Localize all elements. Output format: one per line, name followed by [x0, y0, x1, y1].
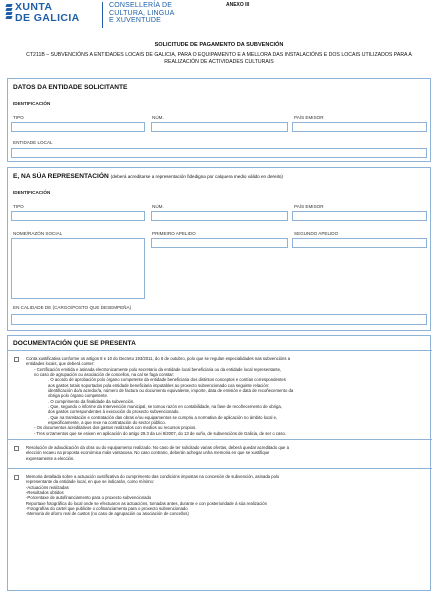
page-header	[6, 2, 432, 30]
applicant-country-label: PAÍS EMISOR	[294, 115, 324, 120]
department-name	[109, 2, 175, 25]
doc-item-1-line: . O acordo de aprobación polo órgano competente da entidade beneficiaria dos distintos conceptos e contías correspondentes	[48, 377, 286, 383]
doc-item-3-line: Reportaxe fotográfica do local onde se efectuaron as actuacións, tomadas antes, durante e con posterioridade á súa realización	[26, 500, 267, 506]
annex-label: ANEXO III	[226, 2, 250, 8]
rep-capacity-field[interactable]	[11, 314, 427, 325]
representative-heading	[13, 173, 283, 180]
doc-item-1-line: . O cumprimento da finalidade da subvención.	[48, 398, 135, 404]
rep-type-label: TIPO	[13, 204, 24, 209]
doc-item-1-line: no caso de agrupación ou asociación de concellos, na cal se faga constar:	[34, 372, 175, 378]
applicant-entity-label: ENTIDADE LOCAL	[13, 140, 53, 145]
doc-item-2-text	[26, 445, 430, 461]
applicant-country-field[interactable]	[292, 122, 427, 132]
logo-separator	[102, 2, 103, 28]
applicant-identification-label: IDENTIFICACIÓN	[13, 101, 51, 106]
doc-item-2-line: elección recaeu na proposta económica máis vantaxosa. No caso contrario, deberán achegar unha memoria en que se xustifique	[26, 450, 270, 456]
rep-country-label: PAÍS EMISOR	[294, 204, 324, 209]
applicant-type-label: TIPO	[13, 115, 24, 120]
documentation-section	[7, 335, 431, 591]
doc-item-3-line: -Resultados obtidos	[26, 490, 64, 496]
doc-item-2-checkbox[interactable]	[14, 446, 19, 451]
doc-item-1-line: - Os documentos acreditativos dos gastos realizados con medios ou recursos propios.	[34, 425, 197, 431]
applicant-section	[7, 78, 431, 162]
doc-item-1-line: . Que na tramitación e contratación das obras e/ou equipamentos se cumpriu a normativa de aplicación no ámbito local e,	[48, 414, 278, 420]
doc-item-1-line: . Que, segundo o informe da Intervención municipal, se tomou razón en contabilidade, na fase de recoñecemento de obriga,	[48, 404, 282, 410]
applicant-heading: DATOS DA ENTIDADE SOLICITANTE	[13, 84, 128, 91]
rep-name-field[interactable]	[11, 238, 145, 299]
doc-item-3-checkbox[interactable]	[14, 475, 19, 480]
doc-item-divider	[8, 439, 432, 440]
rep-country-field[interactable]	[292, 211, 427, 221]
doc-item-1-line: - Tres orzamentos que se esixen en aplicación do artigo 29.3 da Lei 9/2007, do 13 de xuño, de subvencións de Galicia, de ser o caso.	[34, 430, 287, 436]
doc-item-1-line: dos gastos correspondentes á execución do proxecto subvencionado.	[48, 409, 180, 415]
doc-item-3-line: -Memoria de aforro real de custos (no caso de agrupación ou asociación de concellos)	[26, 511, 189, 517]
doc-item-1-text	[26, 356, 430, 436]
rep-surname1-label: PRIMEIRO APELIDO	[152, 231, 196, 236]
rep-number-field[interactable]	[151, 211, 288, 221]
rep-type-field[interactable]	[11, 211, 145, 221]
rep-surname1-field[interactable]	[151, 238, 288, 248]
rep-number-label: NÚM.	[152, 204, 164, 209]
rep-identification-label: IDENTIFICACIÓN	[13, 190, 51, 195]
doc-item-1-line: entidades locais, que deberá conter:	[26, 361, 95, 367]
doc-item-3-line: Memoria detallada sobre a actuación xustificativa do cumprimento das condicións impostas na concesión de subvención, asinada polo	[26, 474, 280, 479]
department-line-2: CULTURA, LINGUA	[109, 9, 175, 17]
logo-line-1: XUNTA	[15, 1, 53, 13]
doc-item-3-text	[26, 474, 430, 517]
applicant-number-label: NÚM.	[152, 115, 164, 120]
rep-surname2-field[interactable]	[292, 238, 427, 248]
document-subtitle: CT211B – SUBVENCIÓNS A ENTIDADES LOCAIS DE GALICIA, PARA O EQUIPAMENTO E A MELLORA DAS INSTALACIÓNS E DOS LOCAIS UTILIZADOS PARA A REALIZACIÓN DE ACTIVIDADES CULTURAIS	[26, 52, 412, 65]
rep-name-label: NOME/RAZÓN SOCIAL	[13, 231, 63, 236]
applicant-type-field[interactable]	[11, 122, 145, 132]
department-line-1: CONSELLERÍA DE	[109, 2, 173, 9]
representative-note: (deberá acreditarse a representación fidedigna por calquera medio válido en dereito)	[110, 174, 283, 179]
rep-capacity-label: EN CALIDADE DE (CARGO/POSTO QUE DESEMPEÑA)	[13, 305, 132, 310]
doc-item-3-line: -Porcentaxe de autofinanciamento para o proxecto subvencionado	[26, 495, 152, 501]
doc-item-divider	[8, 468, 432, 469]
doc-item-3-line: -Fotografías do cartel que publicite o cofinanciamento para o proxecto subvencionado	[26, 506, 188, 512]
xunta-logo	[6, 2, 80, 23]
doc-item-1-line: - Certificación emitida e asinada electronicamente polo secretario da entidade local beneficiaria ou da entidade local representante,	[34, 366, 282, 372]
xunta-logo-mark-icon	[6, 4, 12, 22]
doc-item-2-line: Resolución de adxudicación da obra ou do equipamento realizado. No caso de ter solicitado varias ofertas, deberá quedar acreditado que a	[26, 445, 289, 450]
documentation-heading: DOCUMENTACIÓN QUE SE PRESENTA	[13, 340, 136, 347]
doc-item-1-line: Conta xustificativa conforme os artigos 8 e 10 do Decreto 193/2011, do 6 de outubro, polo que se regulan especialidades nas subvencións a	[26, 356, 291, 361]
doc-item-1-checkbox[interactable]	[14, 357, 19, 362]
doc-item-2-line: expresamente a elección.	[26, 455, 75, 461]
rep-surname2-label: SEGUNDO APELIDO	[294, 231, 339, 236]
logo-line-2: DE GALICIA	[15, 11, 80, 24]
applicant-entity-field[interactable]	[11, 148, 427, 158]
doc-item-1-line: especificamente, a que rexe na contratación do sector público.	[48, 420, 166, 426]
documentation-heading-divider	[8, 350, 432, 351]
doc-item-1-line: aos gastos totais soportados pola entidade beneficiaria imputables ao proxecto subvencionado coa seguinte relación:	[48, 382, 270, 388]
applicant-number-field[interactable]	[151, 122, 288, 132]
department-line-3: E XUVENTUDE	[109, 17, 161, 25]
doc-item-1-line: obriga polo órgano competente.	[48, 393, 109, 399]
doc-item-3-line: -Actuacións realizadas	[26, 484, 69, 490]
doc-item-3-line: representante da entidade local, en que se indicarán, como mínimo:	[26, 479, 155, 485]
representative-section	[7, 167, 431, 331]
representative-heading-text: E, NA SÚA REPRESENTACIÓN	[13, 173, 109, 180]
doc-item-1-line: identificación do/a acredor/a, número de factura ou documento equivalente, importe, data de emisión e data de recoñecemento da	[48, 388, 294, 394]
document-title: SOLICITUDE DE PAGAMENTO DA SUBVENCIÓN	[154, 42, 284, 48]
